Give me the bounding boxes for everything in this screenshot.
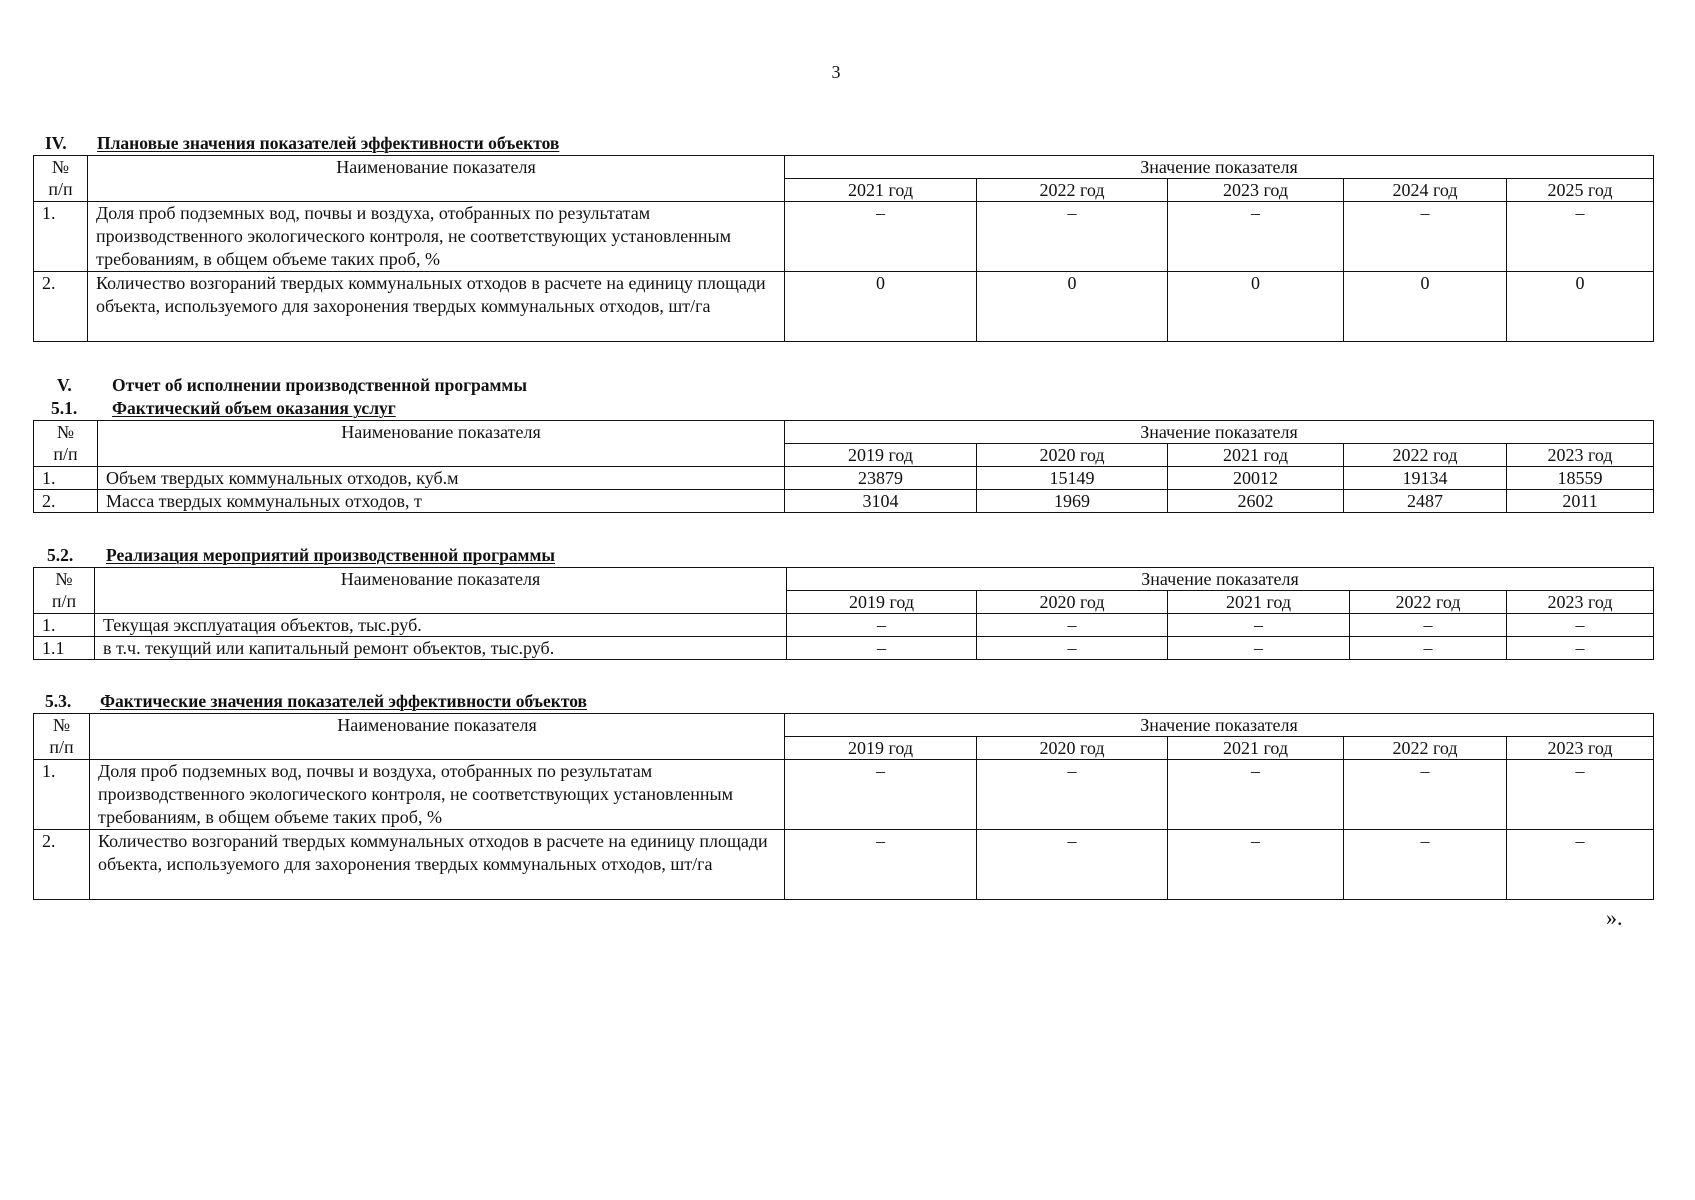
row-value: –: [1344, 830, 1507, 900]
row-value: –: [977, 760, 1168, 830]
row-number: 1.: [34, 467, 98, 490]
year-header: 2021 год: [1168, 591, 1350, 614]
row-number: 2.: [34, 272, 88, 342]
row-value: –: [1168, 614, 1350, 637]
row-value: –: [1507, 202, 1654, 272]
header-indicator-value: Значение показателя: [785, 421, 1654, 444]
year-header: 2025 год: [1507, 179, 1654, 202]
row-value: –: [1507, 760, 1654, 830]
row-value: –: [1168, 760, 1344, 830]
year-header: 2019 год: [785, 737, 977, 760]
section-5-heading: [57, 375, 527, 395]
row-value: –: [1350, 637, 1507, 660]
table-actual-indicators: [33, 713, 1654, 900]
year-header: 2020 год: [977, 591, 1168, 614]
table-program-activities: [33, 567, 1654, 660]
row-value: 3104: [785, 490, 977, 513]
section-4-number: IV.: [45, 133, 67, 153]
year-header: 2024 год: [1344, 179, 1507, 202]
section-5-2-heading: [47, 545, 555, 565]
row-value: 0: [785, 272, 977, 342]
page-number: 3: [831, 62, 841, 82]
year-header: 2019 год: [785, 444, 977, 467]
year-header: 2022 год: [977, 179, 1168, 202]
year-header: 2023 год: [1507, 737, 1654, 760]
row-value: –: [1507, 637, 1654, 660]
table-actual-service-volume: [33, 420, 1654, 513]
row-value: –: [787, 614, 977, 637]
row-number: 2.: [34, 830, 90, 900]
row-value: 19134: [1344, 467, 1507, 490]
row-value: 2487: [1344, 490, 1507, 513]
header-number: № п/п: [34, 568, 95, 614]
row-indicator-name: Объем твердых коммунальных отходов, куб.м: [98, 467, 785, 490]
header-indicator-name: Наименование показателя: [88, 156, 785, 202]
section-5-3-title: Фактические значения показателей эффективности объектов: [100, 691, 587, 711]
table-row: [34, 467, 1654, 490]
header-number: № п/п: [34, 156, 88, 202]
header-indicator-value: Значение показателя: [787, 568, 1654, 591]
header-row: [34, 421, 1654, 444]
row-number: 1.1: [34, 637, 95, 660]
year-header: 2020 год: [977, 444, 1168, 467]
row-value: –: [1507, 830, 1654, 900]
header-indicator-name: Наименование показателя: [98, 421, 785, 467]
year-header: 2019 год: [787, 591, 977, 614]
row-value: 2602: [1168, 490, 1344, 513]
row-number: 2.: [34, 490, 98, 513]
section-5-2-title: Реализация мероприятий производственной программы: [106, 545, 556, 565]
row-value: 1969: [977, 490, 1168, 513]
row-value: –: [1350, 614, 1507, 637]
row-indicator-name: Масса твердых коммунальных отходов, т: [98, 490, 785, 513]
row-value: –: [1168, 202, 1344, 272]
row-value: –: [785, 202, 977, 272]
table-row: [34, 202, 1654, 272]
row-value: –: [1507, 614, 1654, 637]
row-value: –: [787, 637, 977, 660]
row-indicator-name: Доля проб подземных вод, почвы и воздуха, отобранных по результатам производственного экологического контроля, не соответствующих установленным требованиям, в общем объеме таких проб, %: [88, 202, 785, 272]
year-header: 2020 год: [977, 737, 1168, 760]
row-value: 0: [1168, 272, 1344, 342]
row-value: 18559: [1507, 467, 1654, 490]
table-row: [34, 614, 1654, 637]
section-5-title: Отчет об исполнении производственной программы: [112, 375, 528, 395]
row-value: 15149: [977, 467, 1168, 490]
row-value: –: [1344, 760, 1507, 830]
header-indicator-name: Наименование показателя: [95, 568, 787, 614]
row-number: 1.: [34, 202, 88, 272]
row-indicator-name: Количество возгораний твердых коммунальных отходов в расчете на единицу площади объекта, используемого для захоронения твердых коммунальных отходов, шт/га: [88, 272, 785, 342]
row-number: 1.: [34, 760, 90, 830]
year-header: 2021 год: [1168, 737, 1344, 760]
row-value: –: [1168, 830, 1344, 900]
row-value: 2011: [1507, 490, 1654, 513]
year-header: 2022 год: [1344, 737, 1507, 760]
table-row: [34, 272, 1654, 342]
row-number: 1.: [34, 614, 95, 637]
header-number: № п/п: [34, 421, 98, 467]
row-value: –: [977, 202, 1168, 272]
header-indicator-value: Значение показателя: [785, 714, 1654, 737]
row-value: 0: [977, 272, 1168, 342]
section-4-title: Плановые значения показателей эффективности объектов: [97, 133, 560, 153]
row-indicator-name: Текущая эксплуатация объектов, тыс.руб.: [95, 614, 787, 637]
header-indicator-value: Значение показателя: [785, 156, 1654, 179]
closing-quote-mark: ».: [1606, 905, 1623, 930]
section-5-1-heading: [51, 398, 396, 418]
row-value: 20012: [1168, 467, 1344, 490]
table-row: [34, 830, 1654, 900]
row-value: 0: [1344, 272, 1507, 342]
table-row: [34, 637, 1654, 660]
header-indicator-name: Наименование показателя: [90, 714, 785, 760]
row-value: –: [977, 637, 1168, 660]
section-4-heading: [45, 133, 559, 153]
year-header: 2023 год: [1168, 179, 1344, 202]
row-value: 0: [1507, 272, 1654, 342]
row-value: –: [977, 614, 1168, 637]
row-value: –: [785, 760, 977, 830]
header-number: № п/п: [34, 714, 90, 760]
table-row: [34, 760, 1654, 830]
header-row: [34, 156, 1654, 179]
section-5-number: V.: [57, 375, 72, 395]
year-header: 2021 год: [785, 179, 977, 202]
row-value: –: [1344, 202, 1507, 272]
year-header: 2023 год: [1507, 444, 1654, 467]
section-5-2-number: 5.2.: [47, 545, 74, 565]
header-row: [34, 568, 1654, 591]
section-5-3-number: 5.3.: [45, 691, 72, 711]
section-5-1-title: Фактический объем оказания услуг: [112, 398, 396, 418]
row-value: –: [785, 830, 977, 900]
table-planned-indicators: [33, 155, 1654, 342]
section-5-3-heading: [45, 691, 587, 711]
row-value: –: [1168, 637, 1350, 660]
year-header: 2022 год: [1350, 591, 1507, 614]
row-value: 23879: [785, 467, 977, 490]
row-indicator-name: Количество возгораний твердых коммунальных отходов в расчете на единицу площади объекта, используемого для захоронения твердых коммунальных отходов, шт/га: [90, 830, 785, 900]
section-5-1-number: 5.1.: [51, 398, 78, 418]
table-row: [34, 490, 1654, 513]
year-header: 2021 год: [1168, 444, 1344, 467]
row-indicator-name: в т.ч. текущий или капитальный ремонт объектов, тыс.руб.: [95, 637, 787, 660]
row-indicator-name: Доля проб подземных вод, почвы и воздуха, отобранных по результатам производственного экологического контроля, не соответствующих установленным требованиям, в общем объеме таких проб, %: [90, 760, 785, 830]
header-row: [34, 714, 1654, 737]
year-header: 2023 год: [1507, 591, 1654, 614]
row-value: –: [977, 830, 1168, 900]
year-header: 2022 год: [1344, 444, 1507, 467]
